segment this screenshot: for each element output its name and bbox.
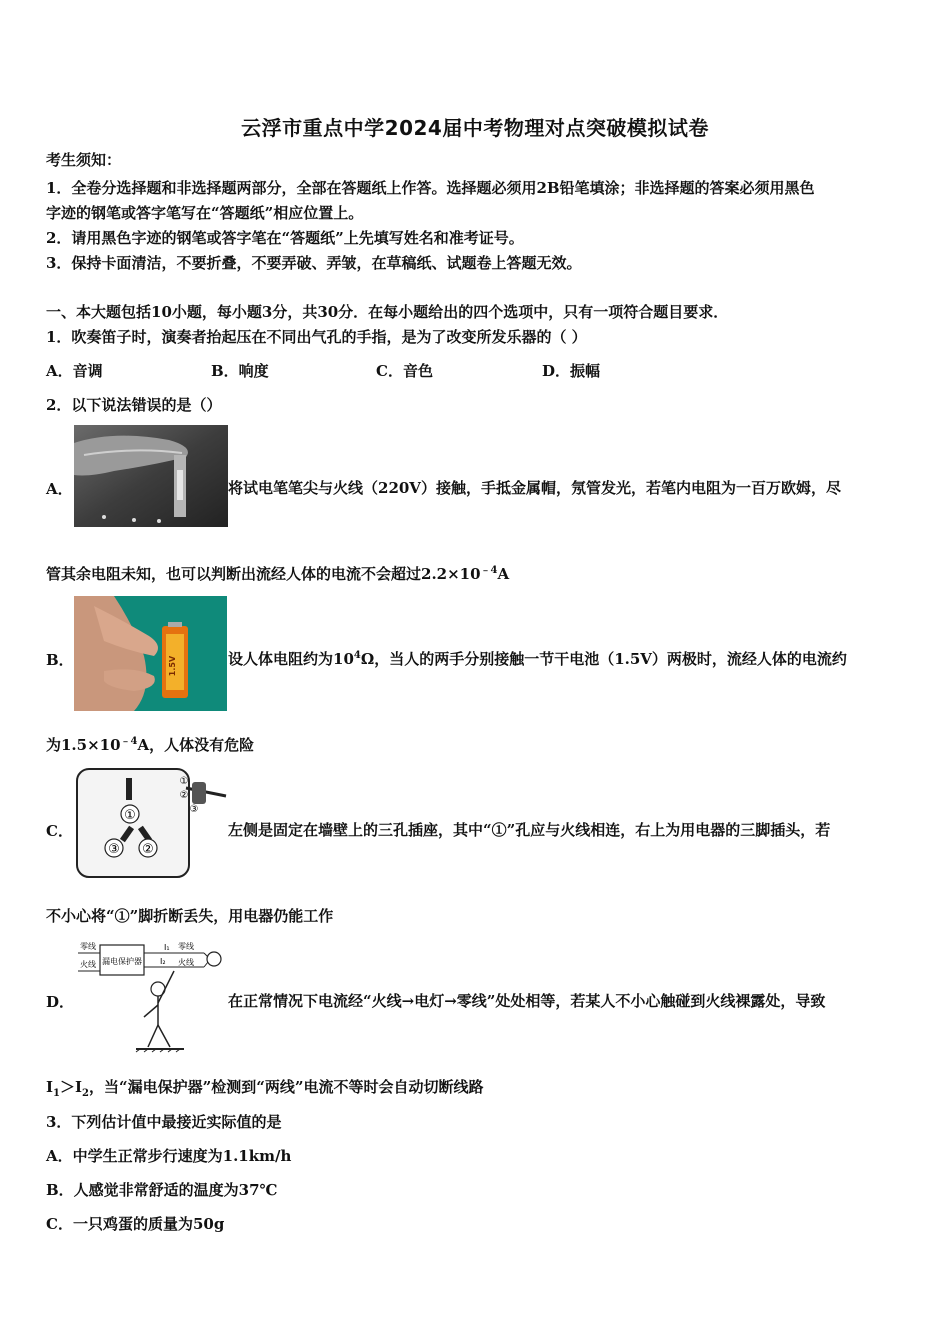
question-2-option-a-text: 将试电笔笔尖与火线（220V）接触，手抵金属帽，氖管发光，若笔内电阻为一百万欧姆，尽 xyxy=(228,479,841,497)
notice-heading: 考生须知： xyxy=(46,151,122,169)
question-2-option-b-text: 设人体电阻约为$10^4\Omega$，当人的两手分别接触一节干电池（1.5V）两极时，流经人体的电流约 xyxy=(228,650,847,668)
question-2-option-d-text: 在正常情况下电流经“火线→电灯→零线”处处相等，若某人不小心触碰到火线裸露处，导致 xyxy=(228,992,826,1010)
live-wire-label-right: 火线 xyxy=(178,958,194,967)
question-2-stem: 2．以下说法错误的是（） xyxy=(46,396,222,414)
leakage-protector-diagram xyxy=(74,937,228,1055)
neutral-wire-label: 零线 xyxy=(80,942,96,951)
question-2-option-b-letter: B． xyxy=(46,651,74,669)
socket-diagram xyxy=(74,766,228,881)
notice-item-1-cont: 字迹的钢笔或答字笔写在“答题纸”相应位置上。 xyxy=(46,204,364,222)
neutral-wire-label-right: 零线 xyxy=(178,942,194,951)
question-1-option-d: D．振幅 xyxy=(542,362,601,380)
socket-hole-1-label: ① xyxy=(124,808,136,823)
current-i2-label: I₂ xyxy=(160,957,166,966)
plug-pin-2-label: ② xyxy=(179,790,189,801)
plug-pin-1-label: ① xyxy=(179,776,189,787)
question-2-option-a-letter: A． xyxy=(46,480,73,498)
live-wire-label: 火线 xyxy=(80,960,96,969)
current-i1-label: I₁ xyxy=(164,943,170,952)
question-1-option-b: B．响度 xyxy=(211,362,269,380)
notice-item-1: 1．全卷分选择题和非选择题两部分，全部在答题纸上作答。选择题必须用2B铅笔填涂；非选择题的答案必须用黑色 xyxy=(46,179,815,197)
page-title: 云浮市重点中学2024届中考物理对点突破模拟试卷 xyxy=(241,116,709,140)
question-1-options xyxy=(46,360,646,380)
notice-item-2: 2．请用黑色字迹的钢笔或答字笔在“答题纸”上先填写姓名和准考证号。 xyxy=(46,229,524,247)
socket-hole-2-label: ② xyxy=(142,842,154,857)
question-2-option-b-text-cont: 为$1.5\times 10^{﹣4}A$，人体没有危险 xyxy=(46,736,255,754)
question-3-option-a: A．中学生正常步行速度为1.1km/h xyxy=(46,1147,292,1165)
question-2-option-c-letter: C． xyxy=(46,822,73,840)
question-3-stem: 3．下列估计值中最接近实际值的是 xyxy=(46,1113,282,1131)
question-1-stem: 1．吹奏笛子时，演奏者抬起压在不同出气孔的手指，是为了改变所发乐器的（ ） xyxy=(46,328,587,346)
socket-hole-3-label: ③ xyxy=(108,842,120,857)
battery-photo xyxy=(74,596,227,711)
question-3-option-c: C．一只鸡蛋的质量为50g xyxy=(46,1215,225,1233)
battery-label: 1.5V xyxy=(168,655,177,677)
question-2-option-c-text: 左侧是固定在墙壁上的三孔插座，其中“①”孔应与火线相连，右上为用电器的三脚插头，若 xyxy=(228,821,831,839)
bulb-icon xyxy=(207,952,221,966)
plug-pin-3-label: ③ xyxy=(189,804,199,815)
question-2-option-c-text-cont: 不小心将“①”脚折断丢失，用电器仍能工作 xyxy=(46,907,334,925)
test-pen-photo xyxy=(74,425,228,527)
question-1-option-c: C．音色 xyxy=(376,362,433,380)
section-heading: 一、本大题包括10小题，每小题3分，共30分．在每小题给出的四个选项中，只有一项符合题目要求． xyxy=(46,303,729,321)
question-1-option-a: A．音调 xyxy=(46,362,103,380)
question-2-option-a-text-cont: 管其余电阻未知，也可以判断出流经人体的电流不会超过$2.2\times 10^{﹣4}A$ xyxy=(46,565,510,583)
protector-label: 漏电保护器 xyxy=(102,957,142,966)
question-2-option-d-letter: D． xyxy=(46,993,75,1011)
question-3-option-b: B．人感觉非常舒适的温度为37℃ xyxy=(46,1181,278,1199)
question-2-option-d-text-cont: $I_1>I_2$，当“漏电保护器”检测到“两线”电流不等时会自动切断线路 xyxy=(46,1078,484,1099)
notice-item-3: 3．保持卡面清洁，不要折叠，不要弄破、弄皱，在草稿纸、试题卷上答题无效。 xyxy=(46,254,582,272)
